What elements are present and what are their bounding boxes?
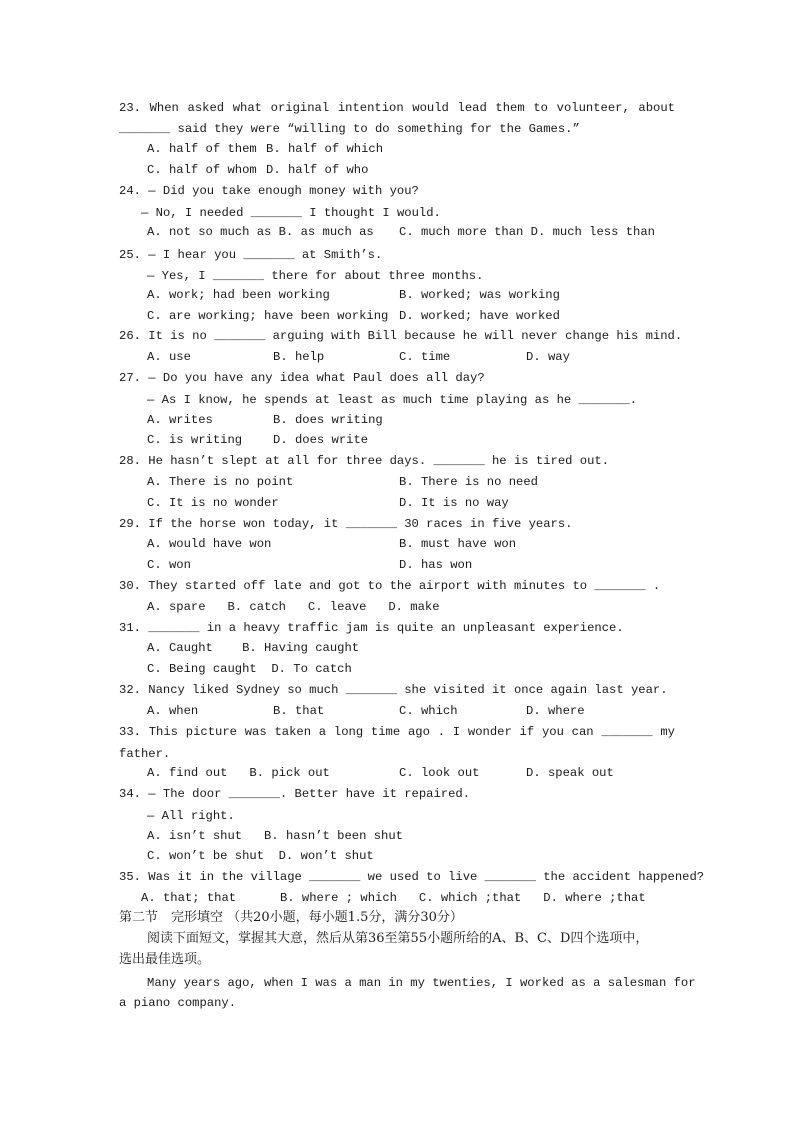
passage-line1: Many years ago, when I was a man in my twenties, I worked as a salesman for [147,976,696,990]
q34-options-ab: A. isn’t shut B. hasn’t been shut [147,829,403,843]
q29-option-b: B. must have won [399,537,517,551]
q28-option-b: B. There is no need [399,475,538,489]
q34-reply: — All right. [147,809,235,823]
q24-options-ab: A. not so much as B. as much as [147,225,374,239]
q26-option-d: D. way [526,350,570,364]
q23-stem-line2: _______ said they were “willing to do something for the Games.” [119,122,580,136]
q32-option-b: B. that [273,704,325,718]
q23-option-c: C. half of whom [147,163,257,177]
q27-option-b: B. does writing [273,413,383,427]
q25-reply: — Yes, I _______ there for about three months. [147,269,484,283]
q32-option-d: D. where [526,704,585,718]
q25-stem: 25. — I hear you _______ at Smith’s. [119,248,383,262]
q34-stem: 34. — The door _______. Better have it repaired. [119,787,471,801]
q23-option-d: D. half of who [266,163,369,177]
q30-stem: 30. They started off late and got to the airport with minutes to _______ . [119,579,661,593]
q27-option-a: A. writes [147,413,213,427]
section-heading: 第二节 完形填空 （共20小题，每小题1.5分，满分30分） [119,910,463,925]
q24-reply: — No, I needed _______ I thought I would. [141,206,441,220]
q25-option-c: C. are working; have been working [147,309,389,323]
q23-option-a: A. half of them [147,142,257,156]
q30-options: A. spare B. catch C. leave D. make [147,600,440,614]
q23-option-b: B. half of which [266,142,384,156]
q32-option-a: A. when [147,704,199,718]
q27-stem: 27. — Do you have any idea what Paul does all day? [119,371,485,385]
passage-line2: a piano company. [119,996,237,1010]
q28-option-c: C. It is no wonder [147,496,279,510]
q33-stem-line1: 33. This picture was taken a long time ago . I wonder if you can _______ my [119,725,675,739]
q32-option-c: C. which [399,704,458,718]
q25-option-d: D. worked; have worked [399,309,560,323]
q35-options: A. that; that B. where ; which C. which ;that D. where ;that [141,891,646,905]
q28-option-a: A. There is no point [147,475,294,489]
q31-options-ab: A. Caught B. Having caught [147,641,360,655]
q23-stem-line1: 23. When asked what original intention would lead them to volunteer, about [119,101,675,115]
q26-option-c: C. time [399,350,451,364]
q31-options-cd: C. Being caught D. To catch [147,662,352,676]
q29-option-a: A. would have won [147,537,272,551]
q33-options-ab: A. find out B. pick out [147,766,330,780]
q29-stem: 29. If the horse won today, it _______ 30 races in five years. [119,517,573,531]
q31-stem: 31. _______ in a heavy traffic jam is quite an unpleasant experience. [119,621,624,635]
q26-stem: 26. It is no _______ arguing with Bill because he will never change his mind. [119,329,683,343]
q24-options-cd: C. much more than D. much less than [399,225,655,239]
q33-stem-line2: father. [119,747,171,761]
section-instruction-line1: 阅读下面短文，掌握其大意，然后从第36至第55小题所给的A、B、C、D四个选项中， [147,931,649,946]
q29-option-c: C. won [147,558,191,572]
q32-stem: 32. Nancy liked Sydney so much _______ she visited it once again last year. [119,683,668,697]
q27-reply: — As I know, he spends at least as much time playing as he _______. [147,393,638,407]
q24-stem: 24. — Did you take enough money with you? [119,184,419,198]
q35-stem: 35. Was it in the village _______ we used to live _______ the accident happened? [119,870,705,884]
q28-option-d: D. It is no way [399,496,509,510]
q29-option-d: D. has won [399,558,473,572]
q28-stem: 28. He hasn’t slept at all for three days. _______ he is tired out. [119,454,610,468]
q34-options-cd: C. won’t be shut D. won’t shut [147,849,374,863]
q27-option-c: C. is writing [147,433,243,447]
q33-option-c: C. look out [399,766,480,780]
q25-option-a: A. work; had been working [147,288,330,302]
q26-option-b: B. help [273,350,325,364]
q25-option-b: B. worked; was working [399,288,560,302]
q33-option-d: D. speak out [526,766,614,780]
q27-option-d: D. does write [273,433,369,447]
q26-option-a: A. use [147,350,191,364]
section-instruction-line2: 选出最佳选项。 [119,952,211,967]
